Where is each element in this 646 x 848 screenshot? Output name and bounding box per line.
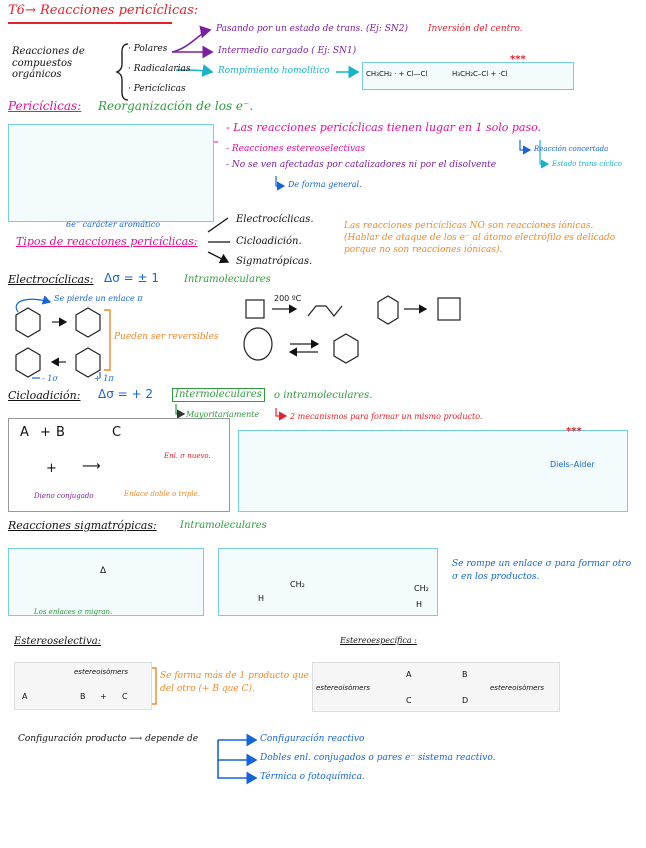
spec-b: B <box>462 670 468 679</box>
electro-title: Electrocíclicas: <box>8 273 94 286</box>
sigma-note: Se rompe un enlace σ para formar otro σ en los productos. <box>452 559 632 582</box>
sigma-migrate: Los enlaces σ migran. <box>34 608 113 616</box>
pericyclic-box <box>8 124 214 222</box>
stereo-spec-title: Estereoespecífica : <box>340 636 417 645</box>
config-item-3: Térmica o fotoquímica. <box>260 772 365 782</box>
sel-a: A <box>22 692 28 701</box>
cyclo-double: Enlace doble o triple. <box>124 490 201 498</box>
cyclo-diene: Dieno conjugado <box>34 492 94 500</box>
sel-isomers: estereoisòmers <box>74 668 128 676</box>
mayor-arrow <box>176 404 184 414</box>
electrocyclic-scheme <box>16 296 460 377</box>
electro-temp: 200 ºC <box>274 294 302 303</box>
peri-line-1-a: Reacción concertada <box>534 145 609 153</box>
intro-brace <box>117 44 128 100</box>
electro-lost: Se pierde un enlace π <box>54 294 143 303</box>
type-radical: · Radicalarias <box>128 64 191 74</box>
polar-note-1: Pasando por un estado de trans. (Ej: SN2) <box>216 24 409 34</box>
pericyclic-subtitle: Reorganización de los e⁻. <box>98 99 254 113</box>
cyclo-eq-c: C <box>112 425 122 440</box>
spec-c: C <box>406 696 412 705</box>
peri-line-1-b: Estado trans cíclico <box>552 160 622 168</box>
cyclo-arrow-2: ⟶ <box>82 459 101 474</box>
pericyclic-title: Pericíclicas: <box>8 99 82 113</box>
config-item-2: Dobles enl. conjugados o pares e⁻ sistema reactivo. <box>260 753 496 763</box>
stereo-sel-title: Estereoselectiva: <box>14 636 102 647</box>
radical-eq-left: CH₃CH₂ · + Cl—Cl <box>366 70 428 78</box>
polar-arrow-1 <box>172 30 210 52</box>
radical-eq-right: H₃CH₂C–Cl + ·Cl <box>452 70 508 78</box>
config-label: Configuración producto ⟶ depende de <box>18 734 199 744</box>
polar-note-2: Intermedio cargado ( Ej: SN1) <box>218 46 357 56</box>
cyclo-inter: Intermoleculares <box>172 388 265 402</box>
types-note: Las reacciones pericíclicas NO son reacciones iónicas.(Hablar de ataque de los e⁻ al átomo electrófilo es delicado porque no son reacciones iónicas). <box>344 221 616 256</box>
cyclo-plus-2: + <box>46 461 57 476</box>
intro-label: Reacciones de compuestos orgánicos <box>12 46 85 80</box>
sel-note: Se forma más de 1 producto que del otro (+ B que C). <box>160 671 309 694</box>
cyclo-intra: o intramoleculares. <box>274 390 373 401</box>
electro-plus: + 1π <box>94 374 114 383</box>
spec-isomers-left: estereoisòmers <box>316 684 370 692</box>
aromatic-note: 6e⁻ carácter aromático <box>66 220 161 229</box>
sigma-ch2: CH₂ <box>290 580 305 589</box>
general-arrow <box>276 176 284 186</box>
polar-note-1-b: Inversión del centro. <box>428 24 523 34</box>
type-electro: Electrocíclicas. <box>236 214 314 225</box>
sigma-intra: Intramoleculares <box>180 520 267 531</box>
electro-delta: Δσ = ± 1 <box>104 271 160 285</box>
radical-stars: *** <box>510 54 526 65</box>
page-title: T6→ Reacciones pericíclicas: <box>8 3 199 18</box>
cyclo-delta: Δσ = + 2 <box>98 387 154 401</box>
sigmatropic-box-2 <box>218 548 438 616</box>
peri-line-3-sub: De forma general. <box>288 180 362 189</box>
sigma-h-prod: H <box>416 600 423 609</box>
sigma-ch2-prod: CH₂ <box>414 584 429 593</box>
cyclo-eq-a: A <box>20 425 29 440</box>
concerted-arrow <box>520 140 530 150</box>
cyclo-new: Enl. σ nuevo. <box>164 452 211 460</box>
peri-line-2: - Reacciones estereoselectivas <box>226 144 366 154</box>
electro-minus: - 1σ <box>42 374 58 383</box>
sigmatropic-box-1 <box>8 548 204 616</box>
diels-alder-box <box>238 430 628 512</box>
sel-plus: + <box>100 692 107 701</box>
diels-alder-stars: *** <box>566 426 582 437</box>
cyclo-eq-b: B <box>56 425 65 440</box>
cyclo-title: Cicloadición: <box>8 389 81 402</box>
two-mech-arrow <box>276 408 286 416</box>
config-item-1: Configuración reactivo <box>260 734 365 744</box>
sel-b: B <box>80 692 86 701</box>
sel-c: C <box>122 692 128 701</box>
radical-note: Rompimiento homolítico <box>218 66 330 76</box>
type-cyclo: Cicloadición. <box>236 236 302 247</box>
peri-line-1: - Las reacciones pericíclicas tienen lugar en 1 solo paso. <box>226 121 542 134</box>
types-title: Tipos de reacciones pericíclicas: <box>16 235 198 248</box>
type-sigma: Sigmatrópicas. <box>236 256 313 267</box>
type-polar: · Polares <box>128 44 168 54</box>
cyclo-eq-plus: + <box>40 425 51 440</box>
sigma-h: H <box>258 594 265 603</box>
cyclo-two: 2 mecanismos para formar un mismo producto. <box>290 412 483 421</box>
electro-reversible: Pueden ser reversibles <box>114 332 219 342</box>
sigma-delta: Δ <box>100 566 107 576</box>
spec-a: A <box>406 670 412 679</box>
type-pericyclic: · Pericíclicas <box>128 84 186 94</box>
sigma-title: Reacciones sigmatrópicas: <box>8 519 157 532</box>
electro-intra: Intramoleculares <box>184 274 271 285</box>
cyclo-mayor: Mayoritariamente <box>186 410 260 419</box>
spec-d: D <box>462 696 469 705</box>
peri-line-3: - No se ven afectadas por catalizadores ni por el disolvente <box>226 160 497 170</box>
spec-isomers-right: estereoisòmers <box>490 684 544 692</box>
diels-alder-label: Diels–Alder <box>550 460 595 469</box>
